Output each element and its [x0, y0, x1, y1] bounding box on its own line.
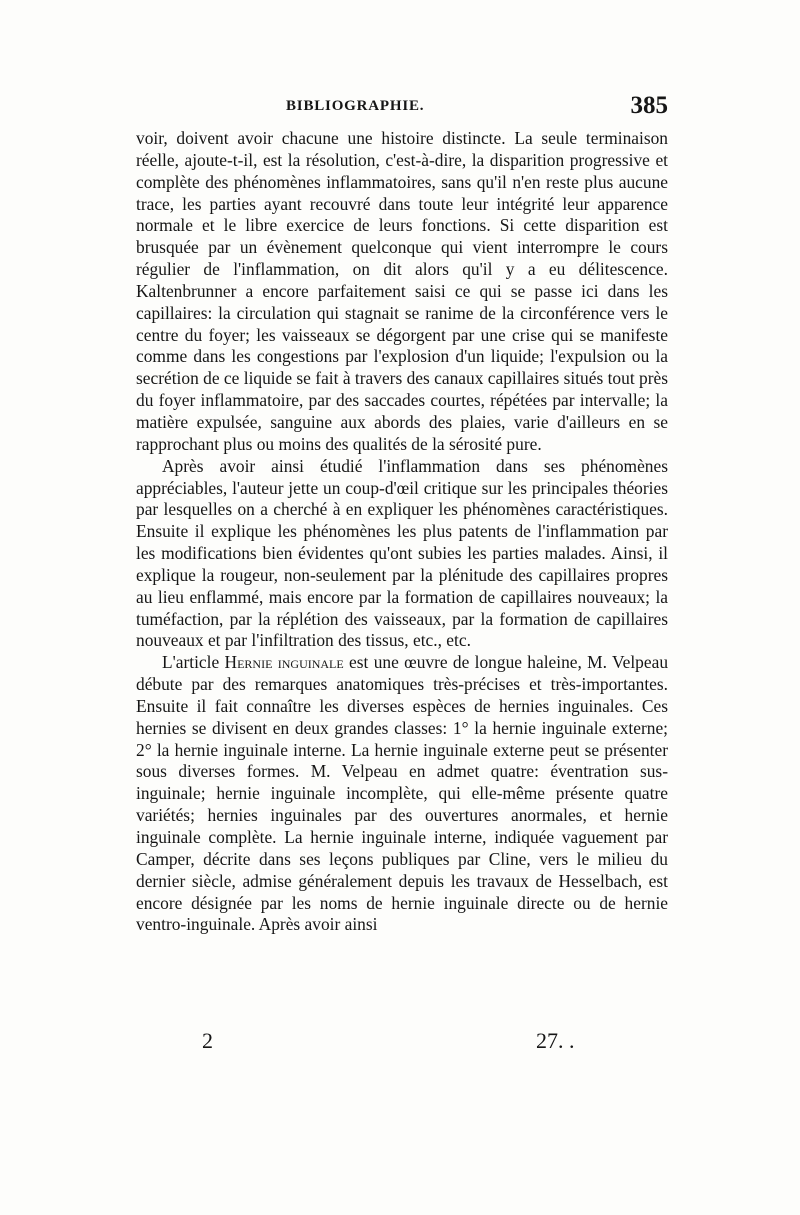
signature-mark-right: 27. .	[536, 1028, 575, 1053]
paragraph-lead: L'article	[162, 652, 225, 673]
page-number: 385	[630, 92, 668, 119]
running-head	[136, 92, 668, 126]
paragraph-inflammation-resolution: voir, doivent avoir chacune une histoire distincte. La seule terminaison réelle, ajoute-t-il, est la résolution, c'est-à-dire, la disparition progressive et complète des phénomènes inflammatoires, sans qu'il n'en reste plus aucune trace, les parties ayant recouvré dans toute leur intégrité leur apparence normale et le libre exercice de leurs fonctions. Si cette disparition est brusquée par un évènement quelconque qui vient interrompre le cours régulier de l'inflammation, on dit alors qu'il y a eu délitescence. Kaltenbrunner a encore parfaitement saisi ce qui se passe ici dans les capillaires: la circulation qui stagnait se ranime de la circonférence vers le centre du foyer; les vaisseaux se dégorgent par une crise qui se manifeste comme dans les congestions par l'explosion d'un liquide; l'expulsion ou la secrétion de ce liquide se fait à travers des canaux capillaires situés tout près du foyer inflammatoire, par des saccades courtes, répétées par intervalle; la matière expulsée, sanguine aux abords des plaies, varie d'ailleurs en se rapprochant plus ou moins des qualités de la sérosité pure.	[136, 128, 668, 454]
running-title: BIBLIOGRAPHIE.	[286, 98, 425, 114]
body-text	[136, 128, 668, 936]
article-title-smallcaps: Hernie inguinale	[224, 652, 344, 673]
paragraph-body: est une œuvre de longue haleine, M. Velpeau débute par des remarques anatomiques très-précises et très-importantes. Ensuite il fait connaître les diverses espèces de hernies inguinales. Ces hernies se divisent en deux grandes classes: 1° la hernie inguinale externe; 2° la hernie inguinale interne. La hernie inguinale externe peut se présenter sous diverses formes. M. Velpeau en admet quatre: éventration sus-inguinale; hernie inguinale incomplète, qui elle-même présente quatre variétés; hernies inguinales par des ouvertures anormales, et hernie inguinale complète. La hernie inguinale interne, indiquée vaguement par Camper, décrite dans ses leçons publiques par Cline, vers le milieu du dernier siècle, admise généralement depuis les travaux de Hesselbach, est encore désignée par les noms de hernie inguinale directe ou de hernie ventro-inguinale. Après avoir ainsi	[136, 652, 669, 935]
paragraph-hernie-inguinale	[136, 652, 668, 936]
signature-mark-left: 2	[202, 1028, 213, 1053]
paragraph-inflammation-theories: Après avoir ainsi étudié l'inflammation dans ses phénomènes appréciables, l'auteur jette un coup-d'œil critique sur les principales théories par lesquelles on a cherché à en expliquer les phénomènes caractéristiques. Ensuite il explique les phénomènes les plus patents de l'inflammation par les modifications bien évidentes qu'ont subies les parties malades. Ainsi, il explique la rougeur, non-seulement par la plénitude des capillaires propres au lieu enflammé, mais encore par la formation de capillaires nouveaux; la tuméfaction, par la réplétion des vaisseaux, par la formation de capillaires nouveaux et par l'infiltration des tissus, etc., etc.	[136, 455, 668, 651]
signature-line	[136, 1028, 668, 1056]
